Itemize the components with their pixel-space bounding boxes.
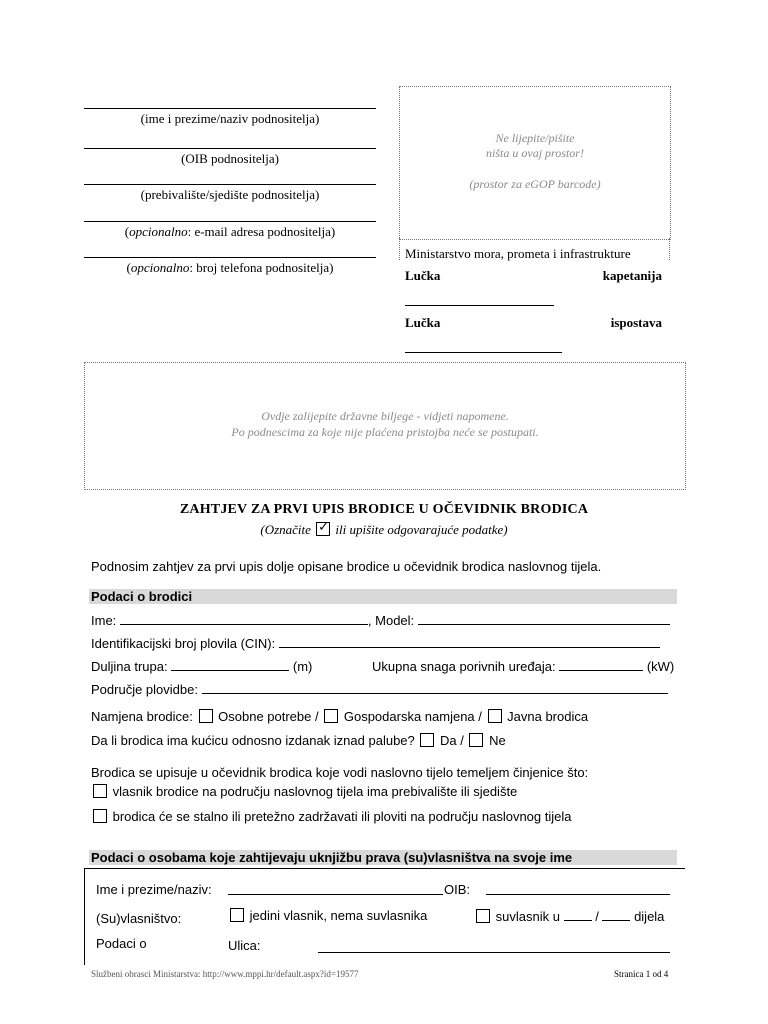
owner-oib-field[interactable] — [486, 894, 670, 895]
power-field[interactable] — [559, 658, 643, 671]
checked-checkbox-icon — [316, 522, 330, 536]
purpose-personal-checkbox[interactable] — [199, 709, 213, 723]
applicant-email-label: (opcionalno: e-mail adresa podnositelja) — [124, 224, 336, 239]
boat-name-row — [91, 612, 670, 628]
cabin-row — [91, 733, 506, 748]
barcode-area — [399, 86, 671, 240]
street-label: Ulica: — [228, 938, 261, 953]
barcode-note-2: ništa u ovaj prostor! — [486, 146, 584, 160]
sole-owner-checkbox[interactable] — [230, 908, 244, 922]
length-field[interactable] — [171, 658, 289, 671]
purpose-label: Namjena brodice: — [91, 709, 193, 724]
area-label: Područje plovidbe: — [91, 682, 198, 697]
basis-option-2 — [91, 809, 572, 824]
applicant-phone-line[interactable] — [84, 257, 376, 258]
form-title: ZAHTJEV ZA PRVI UPIS BRODICE U OČEVIDNIK BRODICA — [179, 502, 589, 517]
purpose-personal-label: Osobne potrebe / — [218, 709, 319, 724]
applicant-name-line[interactable] — [84, 108, 376, 109]
purpose-public-checkbox[interactable] — [488, 709, 502, 723]
cabin-no-checkbox[interactable] — [469, 733, 483, 747]
share-numerator-field[interactable] — [564, 908, 592, 921]
cin-row — [91, 635, 660, 651]
harbour-office-right: kapetanija — [602, 268, 662, 283]
cabin-yes-label: Da / — [440, 733, 464, 748]
length-row — [91, 658, 312, 674]
basis-option-1-label: vlasnik brodice na području naslovnog tijela ima prebivalište ili sjedište — [112, 784, 518, 799]
boat-section-header: Podaci o brodici — [89, 589, 677, 604]
owner-name-field[interactable] — [228, 894, 443, 895]
purpose-commercial-checkbox[interactable] — [324, 709, 338, 723]
subtitle-post: ili upišite odgovarajuće podatke) — [335, 522, 508, 537]
basis-option-2-label: brodica će se stalno ili pretežno zadržavati ili ploviti na području naslovnog tijela — [112, 809, 572, 824]
sole-owner-label: jedini vlasnik, nema suvlasnika — [249, 908, 428, 923]
co-owner-label: suvlasnik u — [495, 909, 560, 924]
footer-url[interactable]: Službeni obrasci Ministarstva: http://www.mppi.hr/default.aspx?id=19577 — [91, 969, 359, 979]
boat-name-field[interactable] — [120, 612, 368, 625]
purpose-public-label: Javna brodica — [507, 709, 589, 724]
optional-tag: opcionalno — [130, 260, 190, 275]
owner-name-label: Ime i prezime/naziv: — [96, 882, 212, 897]
cin-field[interactable] — [279, 635, 660, 648]
purpose-row — [91, 709, 588, 724]
stamp-note-2: Po podnescima za koje nije plaćena pristojba neće se postupati. — [231, 425, 539, 439]
applicant-phone-label: (opcionalno: broj telefona podnositelja) — [126, 260, 334, 275]
area-field[interactable] — [202, 681, 668, 694]
applicant-email-line[interactable] — [84, 221, 376, 222]
area-row — [91, 681, 668, 697]
applicant-name-label: (ime i prezime/naziv podnositelja) — [140, 111, 320, 126]
share-suffix: dijela — [634, 909, 665, 924]
length-label: Duljina trupa: — [91, 659, 168, 674]
share-denominator-field[interactable] — [602, 908, 630, 921]
power-unit: (kW) — [646, 659, 675, 674]
branch-office-row — [405, 315, 662, 331]
cabin-no-label: Ne — [489, 733, 506, 748]
co-owner-checkbox[interactable] — [476, 909, 490, 923]
phone-label-text: : broj telefona podnositelja) — [189, 260, 334, 275]
ministry-name: Ministarstvo mora, prometa i infrastrukture — [405, 246, 631, 261]
basis-residence-checkbox[interactable] — [93, 784, 107, 798]
barcode-note-3: (prostor za eGOP barcode) — [469, 177, 601, 191]
purpose-commercial-label: Gospodarska namjena / — [343, 709, 482, 724]
barcode-note-1: Ne lijepite/pišite — [495, 131, 575, 145]
boat-model-field[interactable] — [418, 612, 670, 625]
basis-intro: Brodica se upisuje u očevidnik brodica koje vodi naslovno tijelo temeljem činjenice što: — [91, 765, 589, 780]
owner-oib-label: OIB: — [444, 882, 471, 897]
sole-owner-option — [228, 908, 427, 923]
branch-office-field[interactable] — [405, 352, 562, 353]
stamp-note-1: Ovdje zalijepite državne biljege - vidjeti napomene. — [261, 409, 509, 423]
branch-office-left: Lučka — [405, 315, 441, 330]
applicant-oib-label: (OIB podnositelja) — [181, 151, 279, 166]
power-row — [372, 658, 674, 674]
email-label-text: : e-mail adresa podnositelja) — [187, 224, 336, 239]
ownership-label: (Su)vlasništvo: — [96, 911, 182, 926]
applicant-oib-line[interactable] — [84, 148, 376, 149]
basis-area-checkbox[interactable] — [93, 809, 107, 823]
street-field[interactable] — [318, 952, 670, 953]
power-label: Ukupna snaga porivnih uređaja: — [372, 659, 556, 674]
applicant-residence-line[interactable] — [84, 184, 376, 185]
page-number: Stranica 1 od 4 — [614, 969, 669, 979]
applicant-residence-label: (prebivalište/sjedište podnositelja) — [140, 187, 320, 202]
subtitle-pre: (Označite — [260, 522, 311, 537]
barcode-area-side-right — [669, 238, 670, 260]
length-unit: (m) — [292, 659, 313, 674]
owner-data-label: Podaci o — [96, 936, 147, 951]
harbour-office-row — [405, 268, 662, 284]
harbour-office-field[interactable] — [405, 305, 554, 306]
intro-text: Podnosim zahtjev za prvi upis dolje opisane brodice u očevidnik brodica naslovnog tijela. — [91, 559, 602, 574]
boat-model-label: , Model: — [367, 613, 415, 628]
basis-option-1 — [91, 784, 517, 799]
cabin-yes-checkbox[interactable] — [420, 733, 434, 747]
owners-section-header: Podaci o osobama koje zahtijevaju uknjižbu prava (su)vlasništva na svoje ime — [89, 850, 677, 865]
harbour-office-left: Lučka — [405, 268, 441, 283]
cabin-question: Da li brodica ima kućicu odnosno izdanak iznad palube? — [91, 733, 415, 748]
cin-label: Identifikacijski broj plovila (CIN): — [91, 636, 276, 651]
form-subtitle — [84, 522, 684, 538]
share-slash: / — [595, 909, 599, 924]
barcode-area-side-left — [399, 238, 400, 260]
optional-tag: opcionalno — [129, 224, 188, 239]
branch-office-right: ispostava — [610, 315, 662, 330]
boat-name-label: Ime: — [91, 613, 117, 628]
co-owner-option — [474, 908, 664, 924]
